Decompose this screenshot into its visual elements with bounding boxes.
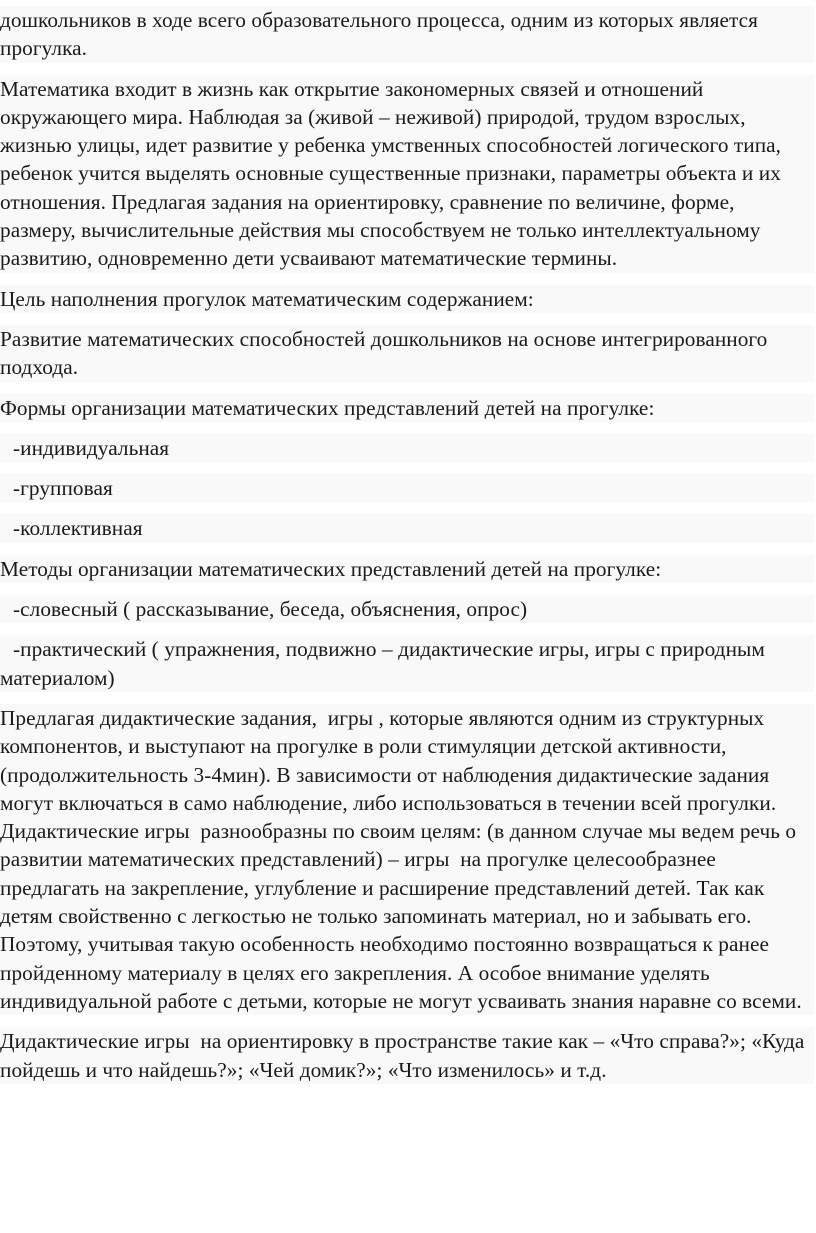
paragraph-orientation-games: Дидактические игры на ориентировку в пространстве такие как – «Что справа?»; «Куда пойдешь и что найдешь?»; «Чей домик?»; «Что изменилось» и т.д. [0,1027,814,1084]
paragraph-didactic-tasks: Предлагая дидактические задания, игры , которые являются одним из структурных компонентов, и выступают на прогулке в роли стимуляции детской активности, (продолжительность 3-4мин). В зависимости от наблюдения дидактические задания могут включаться в само наблюдение, либо использоваться в течении всей прогулки. Дидактические игры разнообразны по своим целям: (в данном случае мы ведем речь о развитии математических представлений) – игры на прогулке целесообразнее предлагать на закрепление, углубление и расширение представлений детей. Так как детям свойственно с легкостью не только запоминать материал, но и забывать его. Поэтому, учитывая такую особенность необходимо постоянно возвращаться к ранее пройденному материалу в целях его закрепления. А особое внимание уделять индивидуальной работе с детьми, которые не могут усваивать знания наравне со всеми. [0,704,814,1015]
document-body [0,6,814,1096]
paragraph-goal-text: Развитие математических способностей дошкольников на основе интегрированного подхода. [0,325,814,382]
list-item-form-group: -групповая [0,474,814,502]
list-item-method-practical: -практический ( упражнения, подвижно – дидактические игры, игры с природным материалом) [0,635,814,692]
list-item-method-verbal: -словесный ( рассказывание, беседа, объяснения, опрос) [0,595,814,623]
paragraph-goal-heading: Цель наполнения прогулок математическим содержанием: [0,285,814,313]
paragraph-forms-heading: Формы организации математических представлений детей на прогулке: [0,394,814,422]
paragraph-mathematics-in-life: Математика входит в жизнь как открытие закономерных связей и отношений окружающего мира. Наблюдая за (живой – неживой) природой, трудом взрослых, жизнью улицы, идет развитие у ребенка умственных способностей логического типа, ребенок учится выделять основные существенные признаки, параметры объекта и их отношения. Предлагая задания на ориентировку, сравнение по величине, форме, размеру, вычислительные действия мы способствуем не только интеллектуальному развитию, одновременно дети усваивают математические термины. [0,75,814,273]
list-item-form-collective: -коллективная [0,514,814,542]
list-item-form-individual: -индивидуальная [0,434,814,462]
paragraph-intro-continuation: дошкольников в ходе всего образовательного процесса, одним из которых является прогулка. [0,6,814,63]
paragraph-methods-heading: Методы организации математических представлений детей на прогулке: [0,555,814,583]
